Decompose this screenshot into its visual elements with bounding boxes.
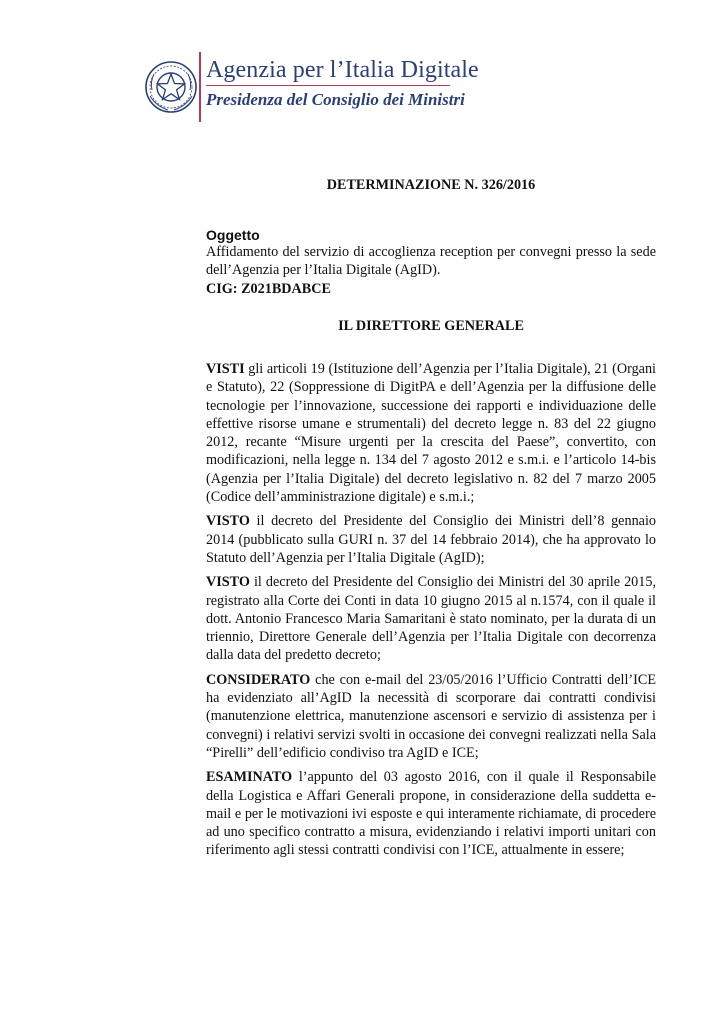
recital-paragraph (206, 671, 656, 762)
recital-keyword: VISTO (206, 513, 250, 530)
recital-paragraph (206, 360, 656, 506)
recital-text: il decreto del Presidente del Consiglio dei Ministri dell’8 gennaio 2014 (pubblicato sulla GURI n. 37 del 14 febbraio 2014), che ha approvato lo Statuto dell’Agenzia per l’Italia Digitale (AgID); (206, 513, 656, 566)
header-vertical-rule (199, 52, 201, 122)
recital-text: l’appunto del 03 agosto 2016, con il quale il Responsabile della Logistica e Affari Generali propone, in considerazione della suddetta e-mail e per le motivazioni ivi esposte e qui interamente richiamate, di procedere ad uno specifico contratto a misura, evidenziando i relativi importi unitari con riferimento agli stessi contratti condivisi con l’ICE, attualmente in essere; (206, 769, 656, 859)
header-horizontal-rule (206, 85, 450, 86)
recital-paragraph (206, 768, 656, 859)
subject-text: Affidamento del servizio di accoglienza reception per convegni presso la sede dell’Agenzia per l’Italia Digitale (AgID). (206, 244, 656, 279)
recitals (206, 360, 656, 866)
recital-paragraph (206, 512, 656, 567)
italian-republic-emblem-icon (144, 60, 198, 114)
ministry-name: Presidenza del Consiglio dei Ministri (206, 90, 465, 109)
recital-keyword: VISTI (206, 361, 245, 377)
recital-paragraph (206, 573, 656, 664)
agency-name: Agenzia per l’Italia Digitale (206, 57, 479, 83)
recital-text: il decreto del Presidente del Consiglio dei Ministri del 30 aprile 2015, registrato alla Corte dei Conti in data 10 giugno 2015 al n.1574, con il quale il dott. Antonio Francesco Maria Samaritani è stato nominato, per la durata di un triennio, Direttore Generale dell’Agenzia per l’Italia Digitale con decorrenza dalla data del predetto decreto; (206, 574, 656, 664)
recital-keyword: CONSIDERATO (206, 671, 311, 688)
recital-keyword: ESAMINATO (206, 769, 293, 786)
determination-title: DETERMINAZIONE N. 326/2016 (326, 177, 536, 193)
recital-text: gli articoli 19 (Istituzione dell’Agenzia per l’Italia Digitale), 21 (Organi e Statuto), 22 (Soppressione di DigitPA e dell’Agenzia per la diffusione delle tecnologie per l’innovazione, successione dei rapporti e individuazione delle effettive risorse umane e strumentali) del decreto legge n. 83 del 22 giugno 2012, recante “Misure urgenti per la crescita del Paese”, convertito, con modificazioni, nella legge n. 134 del 7 agosto 2012 e s.m.i. e l’articolo 14-bis (Agenzia per l’Italia Digitale) del decreto legislativo n. 82 del 7 marzo 2005 (Codice dell’amministrazione digitale) e s.m.i.; (206, 361, 656, 506)
recital-text: che con e-mail del 23/05/2016 l’Ufficio Contratti dell’ICE ha evidenziato all’AgID la necessità di scorporare dai contratti condivisi (manutenzione elettrica, manutenzione ascensori e servizio di assistenza per i convegni) i relativi servizi svolti in occasione dei convegni realizzati nella Sala “Pirelli” dell’edificio condiviso tra AgID e ICE; (206, 671, 656, 761)
recital-keyword: VISTO (206, 574, 250, 591)
letterhead (144, 52, 564, 122)
subject-label: Oggetto (206, 227, 260, 243)
director-heading: IL DIRETTORE GENERALE (338, 318, 524, 334)
cig-code: CIG: Z021BDABCE (206, 281, 331, 297)
